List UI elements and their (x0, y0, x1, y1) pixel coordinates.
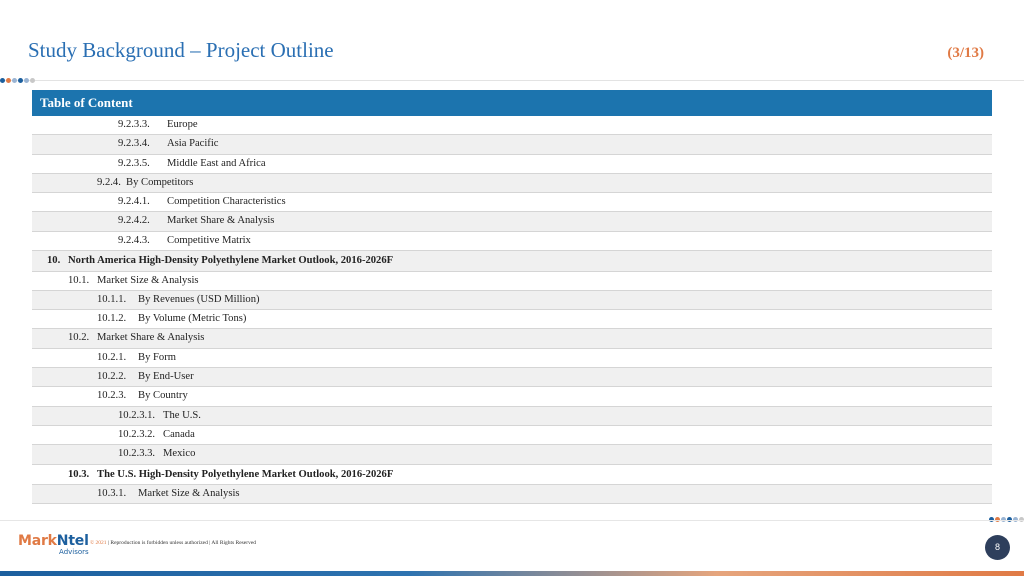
toc-row-text: By Form (138, 351, 176, 363)
dot-icon (12, 78, 17, 83)
toc-row-number: 10.3. (68, 468, 90, 480)
toc-row (32, 310, 992, 329)
toc-row-text: By Revenues (USD Million) (138, 293, 260, 305)
toc-row-number: 10. (47, 255, 61, 267)
toc-row-text: North America High-Density Polyethylene Market Outlook, 2016-2026F (68, 255, 394, 267)
toc-row-number: 9.2.4. (97, 176, 121, 188)
toc-row (32, 116, 992, 135)
dot-icon (0, 78, 5, 83)
toc-row-number: 9.2.3.4. (118, 138, 150, 150)
toc-row-number: 10.2.1. (97, 351, 127, 363)
toc-row-number: 10.2. (68, 332, 90, 344)
toc-row-text: Canada (163, 428, 195, 440)
logo-ntel-text: Ntel (56, 533, 89, 549)
toc-row (32, 232, 992, 251)
toc-row-number: 10.2.2. (97, 371, 127, 383)
toc-row (32, 407, 992, 426)
logo-subtitle: Advisors (59, 548, 89, 556)
dot-icon (30, 78, 35, 83)
toc-row-number: 9.2.3.5. (118, 157, 150, 169)
toc-row-number: 10.1.2. (97, 313, 127, 325)
toc-row-text: Market Size & Analysis (97, 274, 199, 286)
toc-row (32, 212, 992, 231)
footer-notice (90, 540, 256, 546)
toc-row-number: 9.2.4.1. (118, 196, 150, 208)
toc-row-text: Europe (167, 119, 198, 130)
toc-row-text: By Competitors (126, 176, 194, 188)
toc-row-text: Market Share & Analysis (97, 332, 205, 344)
toc-row (32, 387, 992, 406)
toc-row (32, 155, 992, 174)
toc-row-text: Asia Pacific (167, 138, 219, 150)
header-divider (0, 80, 1024, 81)
toc-row (32, 445, 992, 464)
toc-row (32, 135, 992, 154)
toc-row-number: 10.1. (68, 274, 90, 286)
toc-rows (32, 116, 992, 504)
toc-row-text: Competition Characteristics (167, 196, 286, 208)
logo-wordmark (18, 534, 89, 548)
toc-row (32, 174, 992, 193)
dot-icon (24, 78, 29, 83)
toc-row (32, 329, 992, 348)
decorative-dots-left (0, 78, 35, 83)
toc-row-text: By Country (138, 390, 188, 402)
toc-row-text: Market Share & Analysis (167, 215, 275, 227)
toc-row (32, 193, 992, 212)
toc-row (32, 485, 992, 504)
dot-icon (18, 78, 23, 83)
bottom-gradient-bar (0, 571, 1024, 576)
toc-row-text: By End-User (138, 371, 194, 383)
copyright: © 2021 (90, 540, 107, 546)
toc-row-number: 10.2.3.3. (118, 448, 156, 460)
page-number-badge: 8 (985, 535, 1010, 560)
toc-row-number: 10.2.3.2. (118, 428, 156, 440)
toc-row-number: 10.3.1. (97, 488, 127, 500)
toc-row (32, 291, 992, 310)
toc-row-number: 9.2.4.2. (118, 215, 150, 227)
toc-row-text: Competitive Matrix (167, 234, 251, 246)
logo-mark-text: Mark (18, 533, 57, 549)
toc-row-number: 9.2.3.3. (118, 119, 150, 130)
rights-notice: | Reproduction is forbidden unless authorized | All Rights Reserved (106, 540, 257, 546)
toc-row (32, 349, 992, 368)
dot-icon (6, 78, 11, 83)
footer-divider (0, 520, 1024, 521)
table-of-content (32, 90, 992, 504)
toc-row-text: Market Size & Analysis (138, 488, 240, 500)
toc-row (32, 368, 992, 387)
toc-row-text: Mexico (163, 448, 196, 460)
page-title: Study Background – Project Outline (28, 38, 334, 62)
toc-row-text: Middle East and Africa (167, 157, 266, 169)
toc-row-text: The U.S. (163, 409, 201, 421)
section-pager: (3/13) (947, 45, 984, 61)
toc-heading: Table of Content (32, 90, 992, 116)
toc-row-number: 10.1.1. (97, 293, 127, 305)
toc-row-number: 10.2.3.1. (118, 409, 156, 421)
toc-row (32, 272, 992, 291)
marknte-logo (18, 534, 89, 557)
toc-row (32, 251, 992, 272)
toc-row (32, 465, 992, 486)
toc-row-number: 9.2.4.3. (118, 234, 150, 246)
toc-row-number: 10.2.3. (97, 390, 127, 402)
toc-row-text: By Volume (Metric Tons) (138, 313, 247, 325)
toc-row (32, 426, 992, 445)
toc-row-text: The U.S. High-Density Polyethylene Market Outlook, 2016-2026F (97, 468, 394, 480)
